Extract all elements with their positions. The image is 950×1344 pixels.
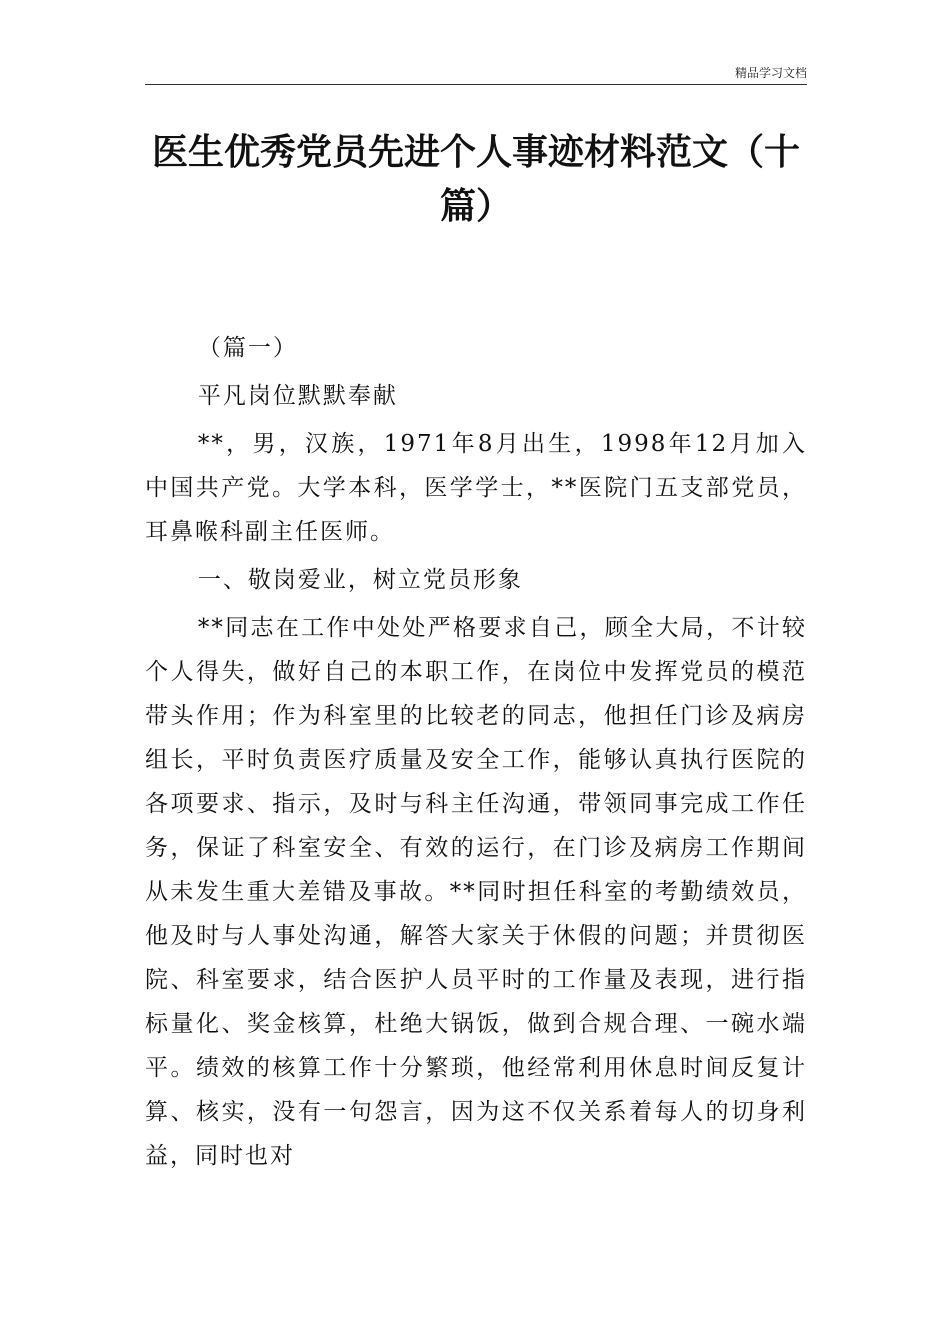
section-subtitle: 平凡岗位默默奉献 [197,383,398,409]
paragraph-body: **同志在工作中处处严格要求自己，顾全大局，不计较个人得失，做好自己的本职工作，在岗位中发挥党员的模范带头作用；作为科室里的比较老的同志，他担任门诊及病房组长，平时负责医疗质量及安全工作，能够认真执行医院的各项要求、指示，及时与科主任沟通，带领同事完成工作任务，保证了科室安全、有效的运行，在门诊及病房工作期间从未发生重大差错及事故。**同时担任科室的考勤绩效员，他及时与人事处沟通，解答大家关于休假的问题；并贯彻医院、科室要求，结合医护人员平时的工作量及表现，进行指标量化、奖金核算，杜绝大锅饭，做到合规合理、一碗水端平。绩效的核算工作十分繁琐，他经常利用休息时间反复计算、核实，没有一句怨言，因为这不仅关系着每人的切身利益，同时也对 [145,615,807,1169]
section-heading-1: 一、敬岗爱业，树立党员形象 [197,567,523,593]
document-body [145,326,807,1178]
page-header [145,64,807,85]
section-label: （篇一） [197,335,298,361]
header-note: 精品学习文档 [734,66,807,80]
document-title: 医生优秀党员先进个人事迹材料范文（十篇） [151,132,800,227]
paragraph-intro: **，男，汉族，1971年8月出生，1998年12月加入中国共产党。大学本科，医学学士，**医院门五支部党员，耳鼻喉科副主任医师。 [145,431,807,545]
